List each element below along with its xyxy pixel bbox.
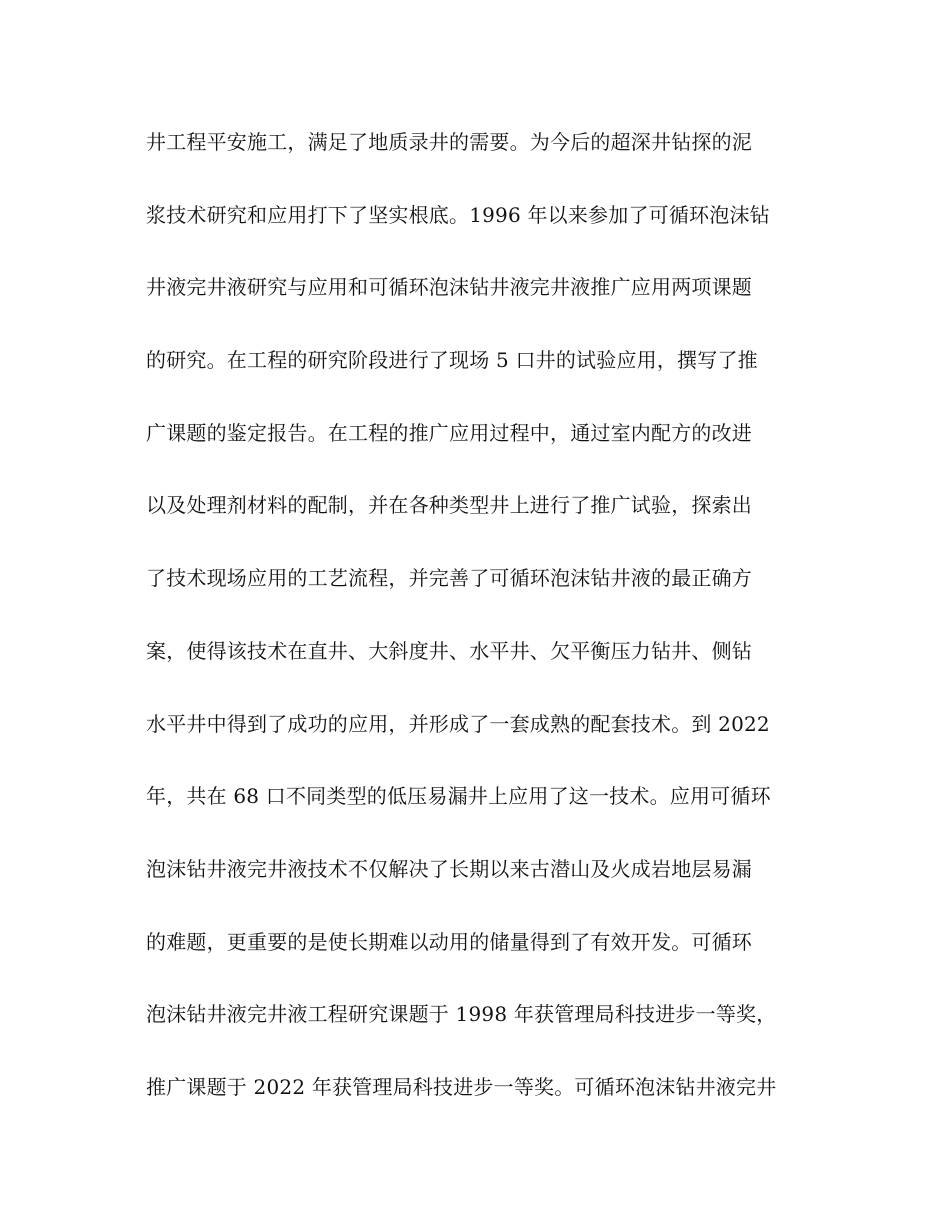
body-text bbox=[146, 122, 806, 1140]
text-line-2: 浆技术研究和应用打下了坚实根底。1996 年以来参加了可循环泡沫钻 bbox=[146, 202, 770, 227]
text-line-1: 井工程平安施工，满足了地质录井的需要。为今后的超深井钻探的泥 bbox=[146, 130, 752, 154]
text-line-12: 的难题，更重要的是使长期难以动用的储量得到了有效开发。可循环 bbox=[146, 929, 752, 954]
text-line-4: 的研究。在工程的研究阶段进行了现场 5 口井的试验应用，撰写了推 bbox=[146, 348, 758, 373]
text-line-14: 推广课题于 2022 年获管理局科技进步一等奖。可循环泡沫钻井液完井 bbox=[146, 1074, 777, 1099]
text-line-8: 案，使得该技术在直井、大斜度井、水平井、欠平衡压力钻井、侧钻 bbox=[146, 638, 752, 663]
text-line-10: 年，共在 68 口不同类型的低压易漏井上应用了这一技术。应用可循环 bbox=[146, 784, 771, 809]
text-line-13: 泡沫钻井液完井液工程研究课题于 1998 年获管理局科技进步一等奖， bbox=[146, 1002, 777, 1027]
text-line-6: 以及处理剂材料的配制，并在各种类型井上进行了推广试验，探索出 bbox=[146, 493, 752, 518]
text-line-11: 泡沫钻井液完井液技术不仅解决了长期以来古潜山及火成岩地层易漏 bbox=[146, 856, 752, 881]
text-line-3: 井液完井液研究与应用和可循环泡沫钻井液完井液推广应用两项课题 bbox=[146, 275, 752, 300]
text-line-5: 广课题的鉴定报告。在工程的推广应用过程中，通过室内配方的改进 bbox=[146, 420, 752, 445]
text-line-7: 了技术现场应用的工艺流程，并完善了可循环泡沫钻井液的最正确方 bbox=[146, 566, 752, 591]
text-line-9: 水平井中得到了成功的应用，并形成了一套成熟的配套技术。到 2022 bbox=[146, 711, 770, 736]
